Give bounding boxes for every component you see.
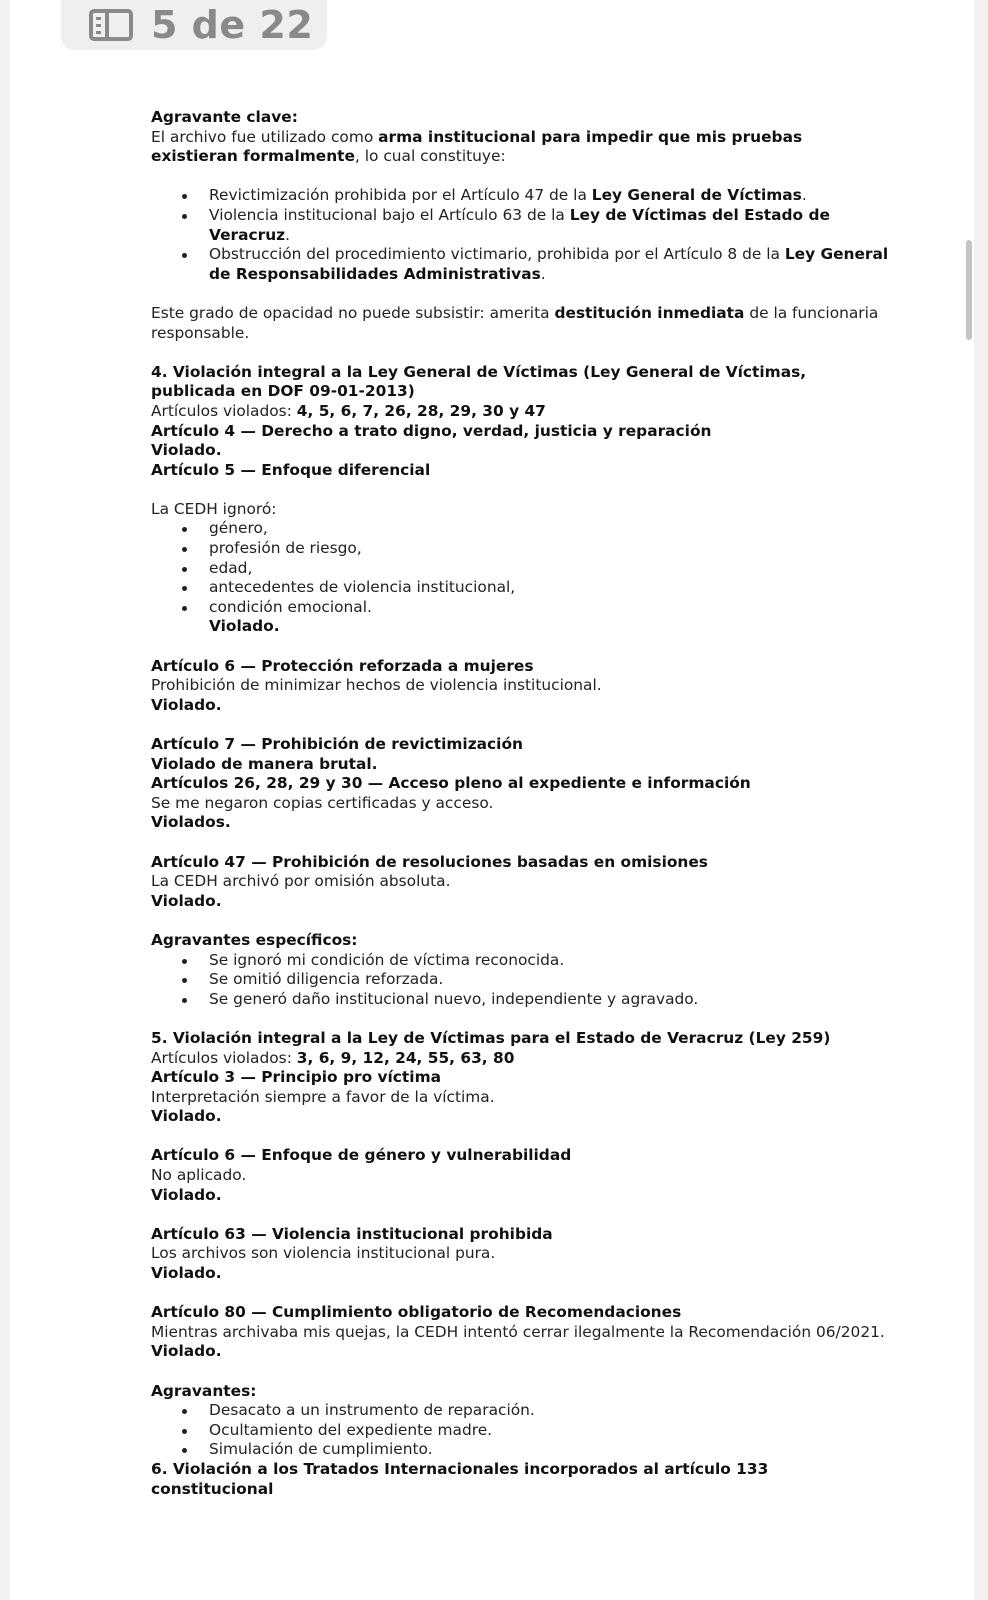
page-counter[interactable] <box>61 0 327 50</box>
agravantes-heading: Agravantes: <box>151 1381 257 1400</box>
article-status: Violados. <box>151 813 231 832</box>
article-status: Violado. <box>151 1342 222 1361</box>
article-status: Violado. <box>151 1185 222 1204</box>
article-title: Artículos 26, 28, 29 y 30 — Acceso pleno al expediente e información <box>151 774 751 793</box>
article-text: Mientras archivaba mis quejas, la CEDH intentó cerrar ilegalmente la Recomendación 06/2021. <box>151 1322 885 1341</box>
cedh-ignored-label: La CEDH ignoró: <box>151 499 277 518</box>
section-5-articles: Artículos violados: 3, 6, 9, 12, 24, 55, 63, 80 <box>151 1048 515 1067</box>
document-page <box>10 0 974 1600</box>
vertical-scrollbar[interactable] <box>966 240 972 340</box>
article-status: Violado. <box>151 695 222 714</box>
article-status: Violado. <box>209 617 280 636</box>
article-title: Artículo 5 — Enfoque diferencial <box>151 460 431 479</box>
list-item: condición emocional. <box>151 598 891 618</box>
list-item: Simulación de cumplimiento. <box>151 1440 891 1460</box>
section-4-title: 4. Violación integral a la Ley General de Víctimas (Ley General de Víctimas, publicada en DOF 09-01-2013) <box>151 362 807 401</box>
list-item: Se omitió diligencia reforzada. <box>151 970 891 990</box>
article-title: Artículo 63 — Violencia institucional prohibida <box>151 1224 553 1243</box>
agravantes-specific-heading: Agravantes específicos: <box>151 930 358 949</box>
article-status: Violado. <box>151 891 222 910</box>
article-text: No aplicado. <box>151 1166 247 1185</box>
article-title: Artículo 47 — Prohibición de resoluciones basadas en omisiones <box>151 852 708 871</box>
section-6-title: 6. Violación a los Tratados Internacionales incorporados al artículo 133 constitucional <box>151 1459 769 1498</box>
article-title: Artículo 4 — Derecho a trato digno, verdad, justicia y reparación <box>151 421 712 440</box>
list-item: Ocultamiento del expediente madre. <box>151 1421 891 1441</box>
agravante-intro: El archivo fue utilizado como arma institucional para impedir que mis pruebas existieran formalmente, lo cual constituye: <box>151 127 803 166</box>
list-item: género, <box>151 519 891 539</box>
article-title: Artículo 7 — Prohibición de revictimización <box>151 735 523 753</box>
article-text: La CEDH archivó por omisión absoluta. <box>151 872 451 891</box>
list-item: edad, <box>151 559 891 579</box>
article-title: Artículo 6 — Protección reforzada a mujeres <box>151 656 534 675</box>
article-text: Se me negaron copias certificadas y acceso. <box>151 793 494 812</box>
list-item: Se generó daño institucional nuevo, independiente y agravado. <box>151 990 891 1010</box>
opacity-paragraph: Este grado de opacidad no puede subsistir: amerita destitución inmediata de la funcionaria responsable. <box>151 303 879 342</box>
page-list-icon <box>89 9 133 41</box>
article-status: Violado. <box>151 441 222 460</box>
article-text: Prohibición de minimizar hechos de violencia institucional. <box>151 676 602 695</box>
article-text: Interpretación siempre a favor de la víctima. <box>151 1087 495 1106</box>
agravante-heading: Agravante clave: <box>151 108 298 126</box>
list-item: Se ignoró mi condición de víctima reconocida. <box>151 951 891 971</box>
agravantes-list <box>151 1401 891 1460</box>
article-text: Los archivos son violencia institucional pura. <box>151 1244 496 1263</box>
list-item: profesión de riesgo, <box>151 539 891 559</box>
agravantes-specific-list <box>151 951 891 1010</box>
ignored-list <box>151 519 891 617</box>
document-content <box>151 108 891 1499</box>
list-item: Revictimización prohibida por el Artículo 47 de la Ley General de Víctimas. <box>151 186 891 206</box>
section-5-title: 5. Violación integral a la Ley de Víctimas para el Estado de Veracruz (Ley 259) <box>151 1028 831 1047</box>
list-item: antecedentes de violencia institucional, <box>151 578 891 598</box>
page-counter-label: 5 de 22 <box>151 3 314 47</box>
list-item: Desacato a un instrumento de reparación. <box>151 1401 891 1421</box>
section-4-articles: Artículos violados: 4, 5, 6, 7, 26, 28, 29, 30 y 47 <box>151 401 546 420</box>
article-title: Artículo 3 — Principio pro víctima <box>151 1068 441 1087</box>
article-title: Artículo 6 — Enfoque de género y vulnerabilidad <box>151 1146 572 1165</box>
article-status: Violado. <box>151 1264 222 1283</box>
agravante-list <box>151 186 891 284</box>
list-item: Obstrucción del procedimiento victimario, prohibida por el Artículo 8 de la Ley General de Responsabilidades Administrativas. <box>151 245 891 284</box>
article-title: Artículo 80 — Cumplimiento obligatorio de Recomendaciones <box>151 1303 682 1322</box>
article-status: Violado. <box>151 1107 222 1126</box>
list-item: Violencia institucional bajo el Artículo 63 de la Ley de Víctimas del Estado de Veracruz. <box>151 206 891 245</box>
article-status: Violado de manera brutal. <box>151 754 378 773</box>
